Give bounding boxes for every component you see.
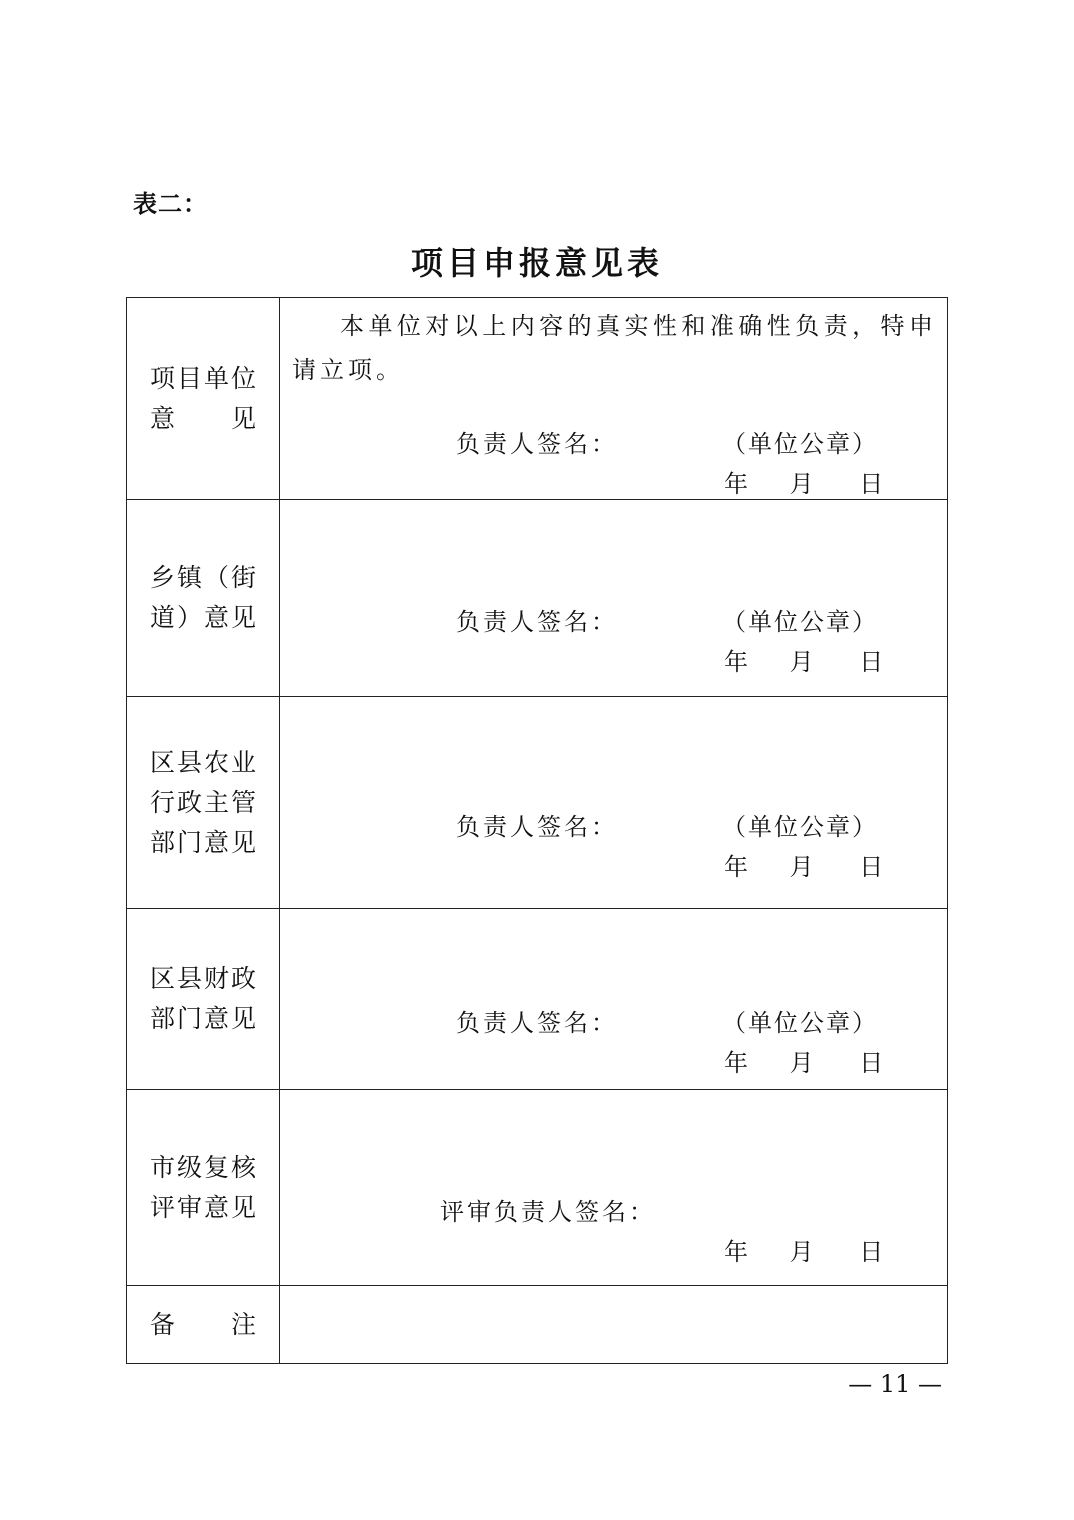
label-cell: [127, 697, 280, 909]
row-district-agriculture: [127, 697, 948, 909]
label-line: 项目单位: [150, 363, 256, 393]
label-line: 市级复核: [150, 1152, 256, 1182]
label-line: 部门意见: [150, 827, 256, 857]
date-month: 月: [789, 648, 814, 676]
date-day: 日: [859, 1238, 884, 1266]
signer-label: 负责人签名：: [456, 1009, 618, 1037]
label-cell: [127, 298, 280, 500]
label-line: 道）意见: [150, 603, 256, 632]
date-line: [724, 1232, 883, 1267]
date-year: 年: [724, 1049, 748, 1077]
declaration-text: 本单位对以上内容的真实性和准确性负责，特申请立项。: [292, 312, 937, 384]
signer-label: 负责人签名：: [456, 608, 618, 636]
opinion-table: [126, 297, 948, 1364]
signer-label: 负责人签名：: [456, 813, 618, 841]
seal-label: （单位公章）: [722, 608, 878, 636]
date-day: 日: [859, 853, 884, 881]
label-cell: [127, 909, 280, 1090]
form-title: 项目申报意见表: [410, 244, 663, 282]
label-line: 行政主管: [150, 787, 256, 817]
row-project-unit: [127, 298, 948, 500]
date-month: 月: [789, 853, 814, 881]
label-line: 备 注: [150, 1309, 256, 1339]
label-cell: [127, 1286, 280, 1364]
label-line: 部门意见: [150, 1004, 256, 1033]
date-day: 日: [859, 648, 884, 676]
date-year: 年: [724, 853, 748, 881]
label-line: 评审意见: [150, 1192, 256, 1222]
label-cell: [127, 1090, 280, 1286]
seal-label: （单位公章）: [722, 430, 878, 458]
date-line: [724, 1043, 883, 1078]
row-city-review: [127, 1090, 948, 1286]
remarks-cell[interactable]: [280, 1286, 948, 1364]
row-remarks: [127, 1286, 948, 1364]
row-township: [127, 500, 948, 697]
label-line: 乡镇（街: [150, 563, 256, 592]
signer-label: 评审负责人签名：: [440, 1198, 656, 1226]
label-cell: [127, 500, 280, 697]
opinion-cell[interactable]: [280, 909, 948, 1090]
date-year: 年: [724, 470, 748, 498]
date-month: 月: [789, 1049, 814, 1077]
seal-label: （单位公章）: [722, 1009, 878, 1037]
opinion-cell[interactable]: [280, 298, 948, 500]
date-year: 年: [724, 1238, 748, 1266]
label-line: 意 见: [150, 403, 256, 433]
table-tag: 表二：: [133, 189, 208, 218]
signer-label: 负责人签名：: [456, 430, 618, 458]
row-district-finance: [127, 909, 948, 1090]
date-line: [724, 642, 883, 677]
date-line: [724, 847, 883, 882]
seal-label: （单位公章）: [722, 813, 878, 841]
opinion-cell[interactable]: [280, 500, 948, 697]
date-year: 年: [724, 648, 748, 676]
opinion-cell[interactable]: [280, 1090, 948, 1286]
date-day: 日: [859, 1049, 884, 1077]
date-month: 月: [789, 470, 814, 498]
date-day: 日: [859, 470, 884, 498]
label-line: 区县农业: [150, 747, 256, 777]
label-line: 区县财政: [150, 964, 256, 993]
page-number: — 11 —: [848, 1370, 942, 1398]
date-month: 月: [789, 1238, 814, 1266]
date-line: [724, 464, 883, 499]
opinion-cell[interactable]: [280, 697, 948, 909]
